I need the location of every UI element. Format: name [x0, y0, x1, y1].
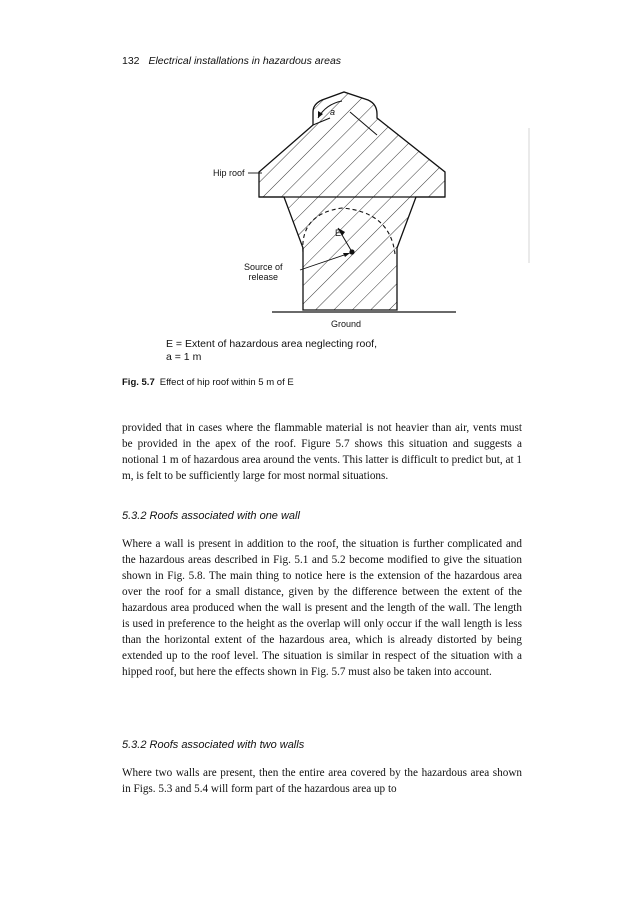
figure-caption [122, 377, 294, 388]
source-label-line2: release [248, 272, 279, 282]
ground-label: Ground [331, 319, 362, 329]
extent-e-label: E [335, 228, 342, 238]
source-point [349, 249, 354, 254]
hip-roof-label: Hip roof [213, 168, 245, 178]
dimension-a-label: a [330, 107, 336, 117]
hip-roof-diagram [0, 0, 642, 340]
paragraph-1: provided that in cases where the flammable material is not heavier than air, vents must be provided in the apex of the roof. Figure 5.7 shows this situation and suggests a notional 1 m of hazardous area around the vents. This latter is difficult to predict but, at 1 m, is felt to be sufficiently large for most normal situations. [122, 422, 522, 483]
paragraph-2: Where a wall is present in addition to the roof, the situation is further complicated and the hazardous areas described in Fig. 5.1 and 5.2 become modified to give the situation shown in Fig. 5.8. The main thing to notice here is the extension of the hazardous area over the roof for a small distance, given by the difference between the extent of the hazardous area produced when the wall is present and the length of the wall. The length is used in preference to the height as the overlap will only occur if the wall length is less than the horizontal extent of the hazardous area, which is already distorted by being extended up to the roof level. The situation is similar in respect of the situation with a hipped roof, but here the effects shown in Fig. 5.7 must also be taken into account. [122, 538, 522, 679]
figure-number: Fig. 5.7 [122, 377, 155, 388]
running-title: Electrical installations in hazardous areas [148, 55, 342, 67]
paragraph-3: Where two walls are present, then the entire area covered by the hazardous area shown in Figs. 5.3 and 5.4 will form part of the hazardous area up to [122, 767, 522, 796]
source-of-release-label [244, 262, 283, 282]
section-heading-two-walls: 5.3.2 Roofs associated with two walls [122, 739, 305, 751]
legend-line-1: E = Extent of hazardous area neglecting roof, [166, 338, 378, 350]
source-label-line1: Source of [244, 262, 283, 272]
legend-line-2: a = 1 m [166, 351, 202, 363]
section-heading-one-wall: 5.3.2 Roofs associated with one wall [122, 510, 300, 522]
hazardous-area-shape [259, 92, 445, 310]
page-number: 132 [122, 55, 140, 67]
caption-text: Effect of hip roof within 5 m of E [159, 377, 294, 388]
